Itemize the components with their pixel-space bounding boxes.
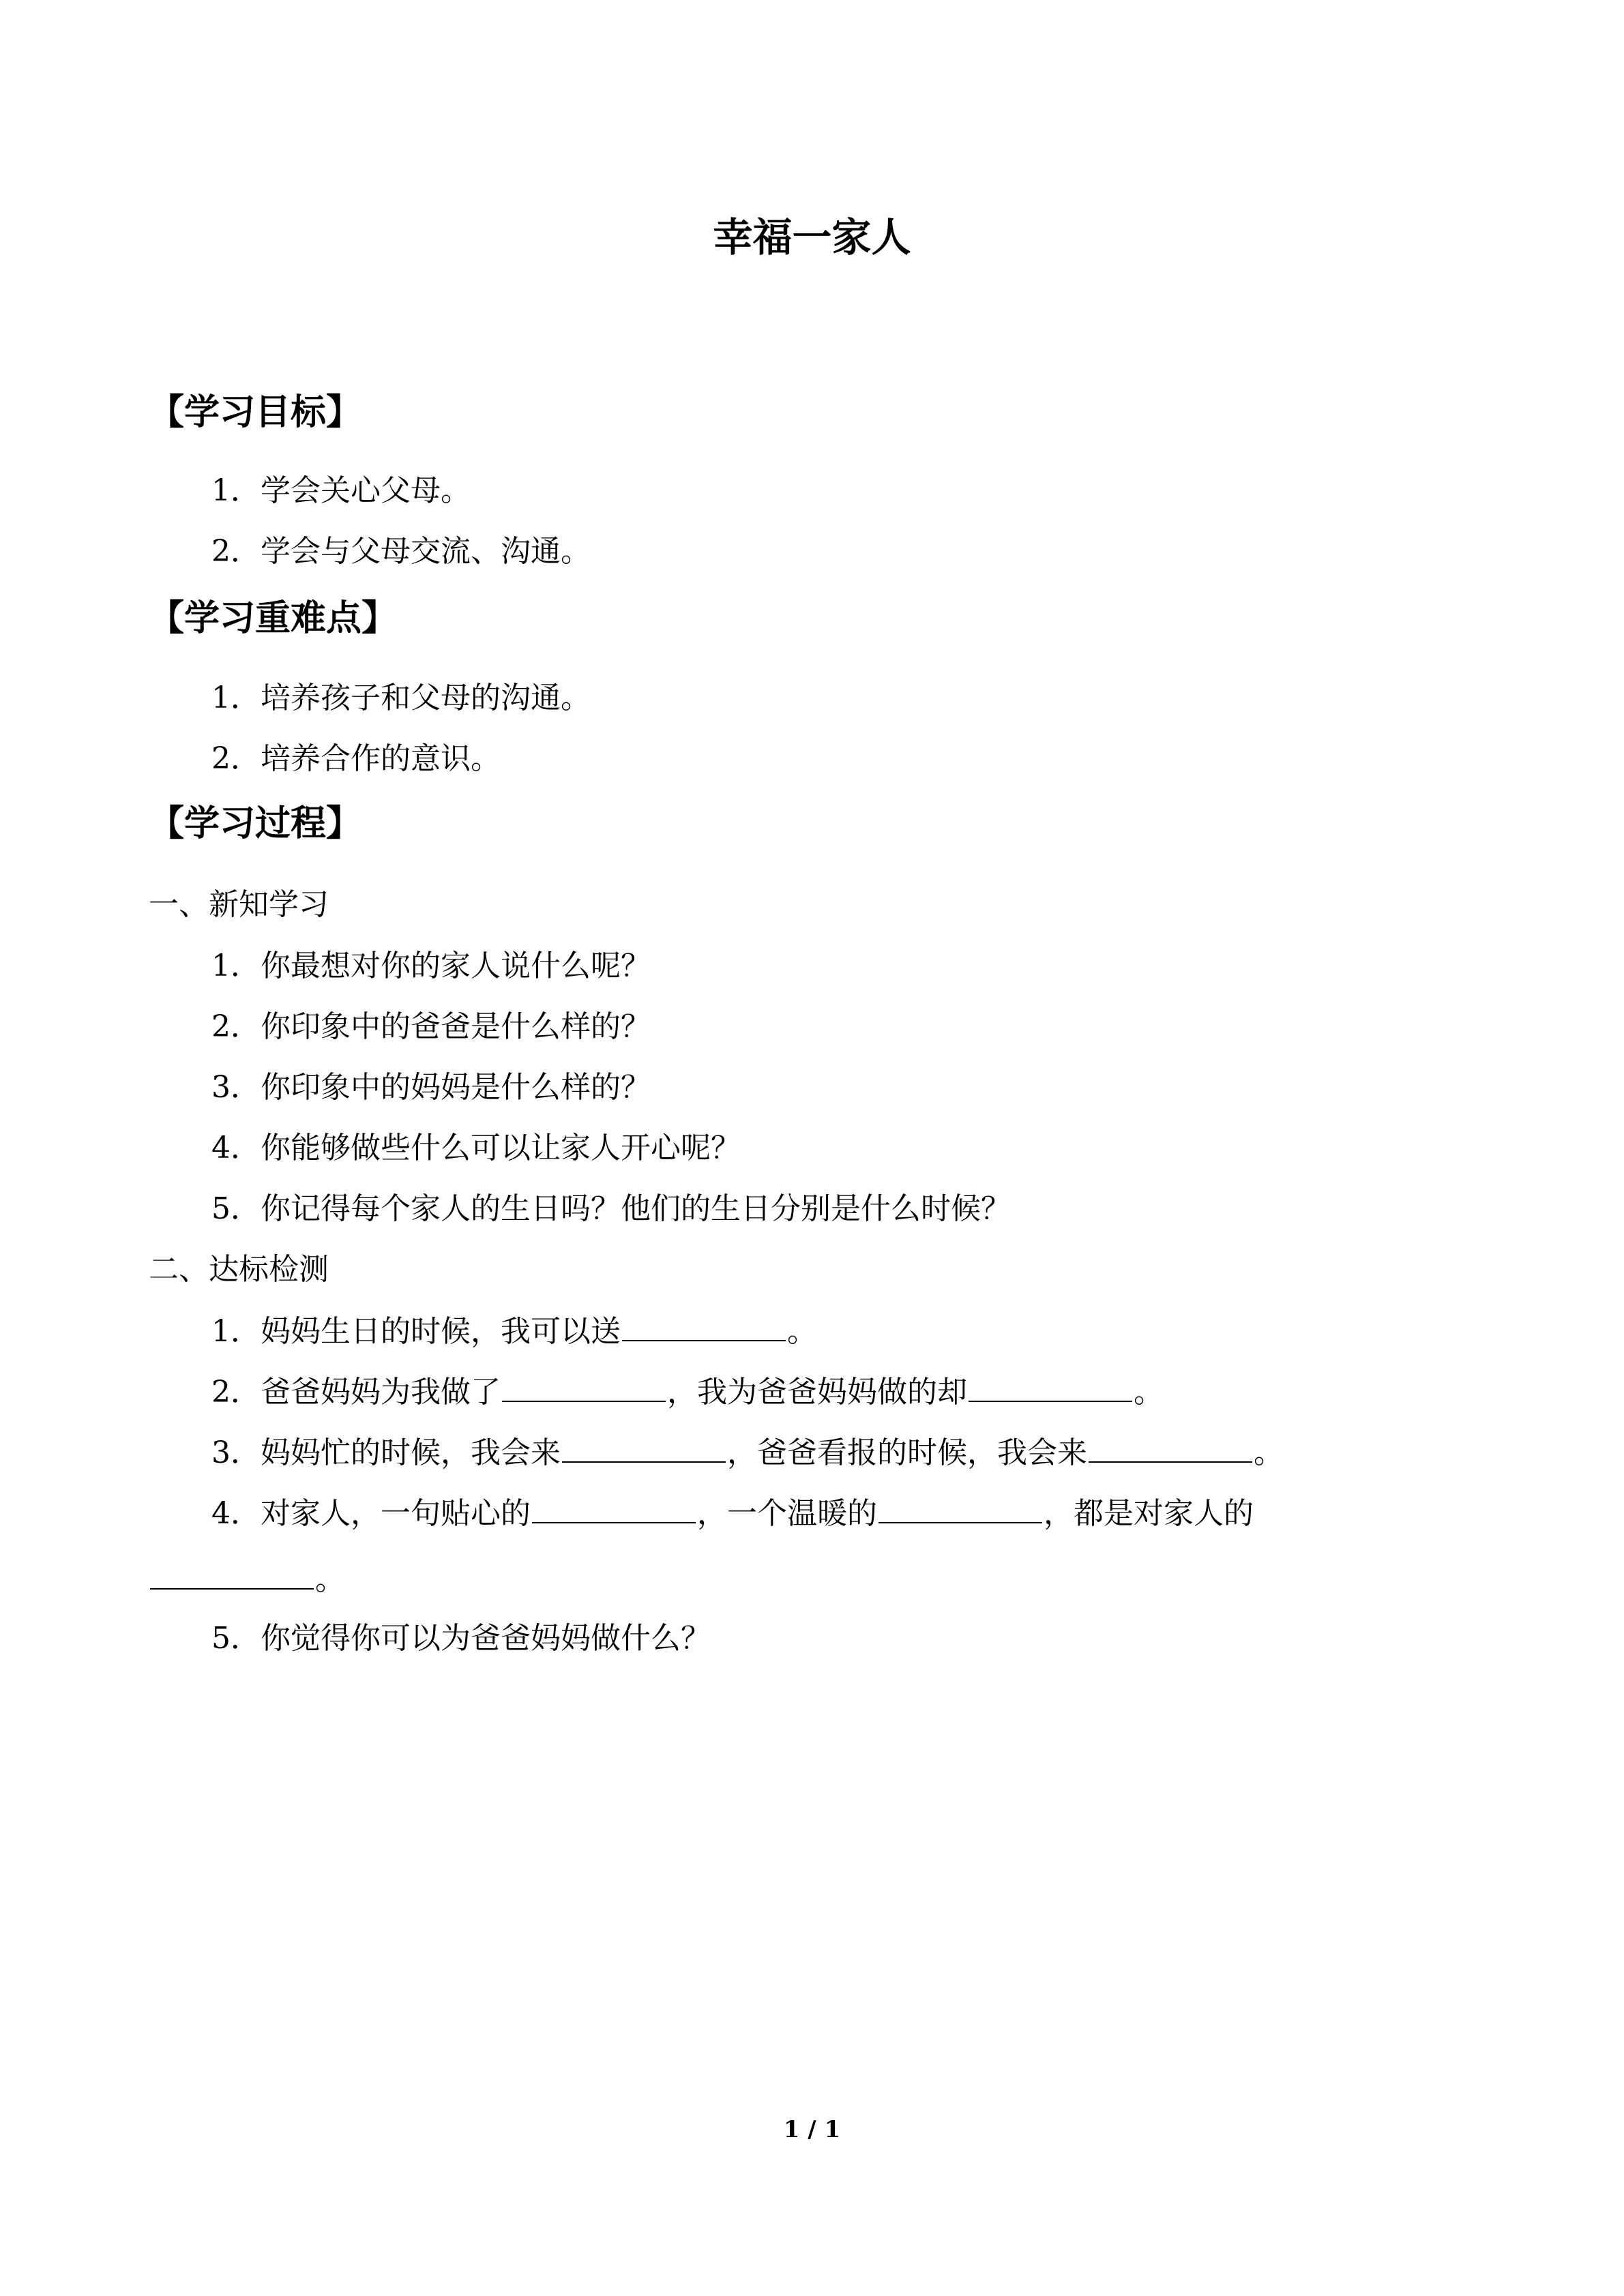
part1-item-3: 3．你印象中的妈妈是什么样的？	[211, 1070, 651, 1105]
question-text: 。	[787, 1314, 817, 1349]
page-number: 1 / 1	[783, 2116, 841, 2143]
answer-blank[interactable]	[562, 1431, 726, 1463]
question-text: 4．对家人，一句贴心的	[211, 1496, 531, 1531]
goal-item-2: 2．学会与父母交流、沟通。	[211, 534, 591, 569]
goal-item-1: 1．学会关心父母。	[211, 473, 471, 508]
question-text: 3．妈妈忙的时候，我会来	[211, 1435, 561, 1470]
answer-blank[interactable]	[969, 1371, 1132, 1402]
question-text: ，都是对家人的	[1044, 1496, 1254, 1531]
question-text: 。	[1254, 1435, 1284, 1470]
section-heading-key-points: 【学习重难点】	[149, 598, 398, 639]
answer-blank[interactable]	[1089, 1431, 1252, 1463]
part2-question-1	[211, 1310, 817, 1352]
part2-question-3	[211, 1431, 1284, 1474]
answer-blank[interactable]	[150, 1558, 314, 1590]
part1-heading: 一、新知学习	[149, 887, 329, 922]
question-text: 。	[1134, 1375, 1164, 1410]
question-text: ，我为爸爸妈妈做的却	[667, 1375, 967, 1410]
question-text: ，爸爸看报的时候，我会来	[727, 1435, 1087, 1470]
part2-question-5: 5．你觉得你可以为爸爸妈妈做什么？	[211, 1621, 711, 1656]
document-title: 幸福一家人	[713, 214, 911, 260]
answer-blank[interactable]	[622, 1310, 786, 1341]
part2-heading: 二、达标检测	[149, 1252, 329, 1287]
question-text: 。	[315, 1562, 345, 1597]
part2-question-4	[211, 1492, 1254, 1534]
part1-item-4: 4．你能够做些什么可以让家人开心呢？	[211, 1131, 741, 1165]
answer-blank[interactable]	[502, 1371, 666, 1402]
answer-blank[interactable]	[879, 1492, 1042, 1523]
section-heading-goals: 【学习目标】	[149, 392, 362, 433]
section-heading-process: 【学习过程】	[149, 803, 362, 844]
key-point-item-2: 2．培养合作的意识。	[211, 741, 501, 776]
question-text: 2．爸爸妈妈为我做了	[211, 1375, 501, 1410]
part2-question-2	[211, 1371, 1164, 1413]
part1-item-1: 1．你最想对你的家人说什么呢？	[211, 949, 651, 983]
part2-question-4-continued	[149, 1558, 345, 1600]
key-point-item-1: 1．培养孩子和父母的沟通。	[211, 681, 591, 715]
part1-item-2: 2．你印象中的爸爸是什么样的？	[211, 1009, 651, 1044]
question-text: 1．妈妈生日的时候，我可以送	[211, 1314, 621, 1349]
answer-blank[interactable]	[532, 1492, 696, 1523]
question-text: ，一个温暖的	[697, 1496, 877, 1531]
part1-item-5: 5．你记得每个家人的生日吗？他们的生日分别是什么时候？	[211, 1191, 1011, 1226]
